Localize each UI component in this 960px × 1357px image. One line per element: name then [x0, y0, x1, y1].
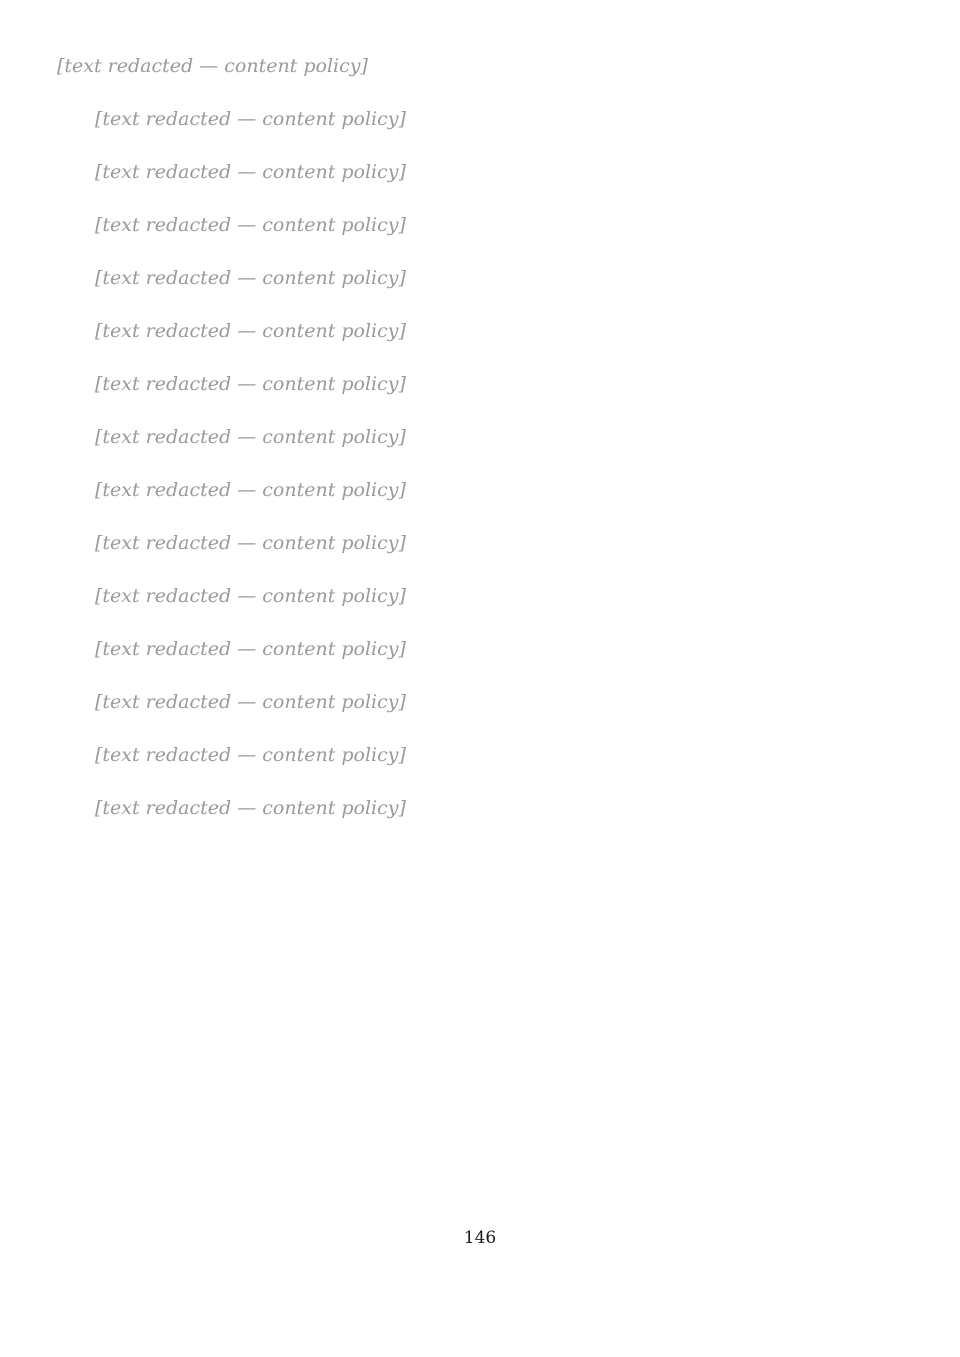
- page-number: 146: [463, 1228, 497, 1248]
- paragraph: [text redacted — content policy]: [95, 161, 406, 183]
- paragraph: [text redacted — content policy]: [95, 744, 406, 766]
- paragraph: [text redacted — content policy]: [95, 691, 406, 713]
- paragraph: [text redacted — content policy]: [57, 55, 368, 77]
- paragraph: [text redacted — content policy]: [95, 373, 406, 395]
- paragraph: [text redacted — content policy]: [95, 585, 406, 607]
- paragraph: [text redacted — content policy]: [95, 214, 406, 236]
- paragraph: [text redacted — content policy]: [95, 797, 406, 819]
- paragraph: [text redacted — content policy]: [95, 108, 406, 130]
- paragraph: [text redacted — content policy]: [95, 532, 406, 554]
- document-text-block: [57, 50, 903, 845]
- paragraph: [text redacted — content policy]: [95, 320, 406, 342]
- paragraph: [text redacted — content policy]: [95, 426, 406, 448]
- paragraph: [text redacted — content policy]: [95, 479, 406, 501]
- paragraph: [text redacted — content policy]: [95, 267, 406, 289]
- paragraph: [text redacted — content policy]: [95, 638, 406, 660]
